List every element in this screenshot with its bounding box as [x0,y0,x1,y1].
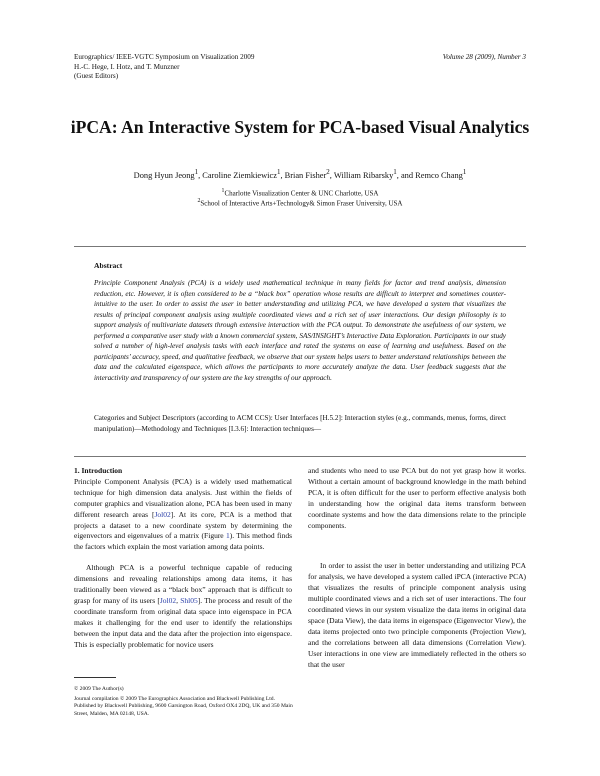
citation-link[interactable]: Shl05 [180,595,198,605]
running-header [74,53,255,82]
guest-editors-line: (Guest Editors) [74,72,119,81]
affiliation: $^2$School of Interactive Arts+Technology& Simon Fraser University, USA [197,198,403,208]
affiliation: $^1$Charlotte Visualization Center & UNC Charlotte, USA [221,188,379,198]
author: Brian Fisher$^2$, [284,168,334,180]
paragraph: Although PCA is a powerful technique capable of reducing dimensions and revealing relationships among data items, it has traditionally been viewed as a “black box” approach that is difficult to grasp for many of its users [Jol02, Shl05]. The process and result of the coordinate transform from original data space into eigenspace in PCA makes it challenging for the end user to identify the relationships between the input data and the data after the projection into eigenspace. This is especially problematic for novice users [74,563,292,649]
left-column [74,466,292,651]
copyright-line: © 2009 The Author(s) [74,686,124,692]
author: Remco Chang$^1$ [415,168,467,180]
paragraph: In order to assist the user in better understanding and utilizing PCA for analysis, we have developed a system called iPCA (interactive PCA) that visualizes the results of principle component analysis using multiple coordinated views and a rich set of user interactions. The four coordinated views in our system visualize the data items in original data space (Data View), the data items in eigenspace (Eigenvector View), the data items projected onto two principle components (Projection View), and the correlations between all data dimensions (Correlation View). User interactions in one view are immediately reflected in the others so that the user [308,561,526,669]
footnote-rule [74,677,116,678]
journal-line: Journal compilation © 2009 The Eurographics Association and Blackwell Publishing Ltd. Published by Blackwell Publishing, 9600 Garsington Road, Oxford OX4 2DQ, UK and 350 Main Street, Malden, MA 02148, USA. [74,695,293,717]
paragraph: Principle Component Analysis (PCA) is a widely used mathematical technique for high dimension data analysis. Just within the fields of computer graphics and visualization alone, PCA has been used in many different research areas [Jol02]. At its core, PCA is a method that projects a dataset to a new coordinate system by determining the eigenvectors and eigenvalues of a matrix (Figure 1). This method finds the factors which explain the most variation among data points. [74,476,292,552]
section-heading: 1. Introduction [74,466,123,475]
paper-title: iPCA: An Interactive System for PCA-based Visual Analytics [70,117,530,137]
editors-line: H.-C. Hege, I. Hotz, and T. Munzner [74,62,180,71]
venue-line: Eurographics/ IEEE-VGTC Symposium on Visualization 2009 [74,53,255,61]
author: Dong Hyun Jeong$^1$, [133,168,203,180]
volume-info: Volume 28 (2009), Number 3 [442,53,526,61]
paragraph: and students who need to use PCA but do not yet grasp how it works. Without a certain amount of background knowledge in the math behind PCA, it is often difficult for the user to perform effective analysis both in understanding how the original data items transform between coordinate systems and how the data dimensions relate to the principle components. [308,466,526,530]
citation-link[interactable]: Jol02 [159,595,177,605]
author-list [0,167,600,181]
copyright-footer [74,686,296,720]
subject-descriptors: Categories and Subject Descriptors (according to ACM CCS): User Interfaces [H.5.2]: Interaction styles (e.g., commands, menus, forms, direct manipulation)—Methodology and Techniques [I.3.6]: Interaction techniques— [94,414,506,433]
author: Caroline Ziemkiewicz$^1$, [202,168,285,180]
abstract-heading: Abstract [94,261,123,270]
right-column [308,466,526,671]
citation-link[interactable]: Jol02 [154,509,171,519]
abstract-text: Principle Component Analysis (PCA) is a widely used mathematical technique in many fields for factor and trend analysis, dimension reduction, etc. However, it is often considered to be a “black box” operation whose results are difficult to interpret and sometimes counter-intuitive to the user. In order to assist the user in better understanding and utilizing PCA, we have developed a system that visualizes the results of principal component analysis using multiple coordinated views and a rich set of user interactions. Our design philosophy is to support analysis of multivariate datasets through extensive interaction with the PCA output. To demonstrate the usefulness of our system, we performed a comparative user study with a known commercial system, SAS/INSIGHT’s Interactive Data Exploration. Participants in our study solved a number of high-level analysis tasks with each interface and rated the systems on ease of learning and usefulness. Based on the participants’ accuracy, speed, and qualitative feedback, we observe that our system helps users to better understand relationships between the data and the calculated eigenspace, which allows the participants to more accurately analyze the data. User feedback suggests that the interactivity and transparency of our system are the key strengths of our approach. [94,279,506,382]
figure-link[interactable]: 1 [226,531,230,541]
author: William Ribarsky$^1$, and [333,168,416,180]
abstract-section [74,246,526,457]
